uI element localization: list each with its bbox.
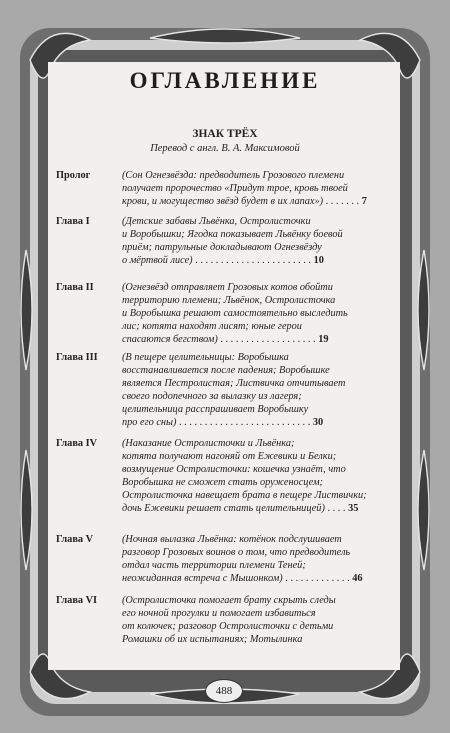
toc-entry-label: Глава VI	[56, 595, 98, 606]
toc-entry-line: спасаются бегством)	[122, 334, 218, 345]
toc-entry-label: Пролог	[56, 170, 91, 181]
toc-entry-line: целительница расспрашивает Воробышку	[122, 404, 309, 415]
page-number: 488	[205, 679, 243, 703]
toc-entry-line: территорию племени; Львёнок, Остролисточка	[122, 295, 336, 306]
toc-entry-line: Ромашки об их испытаниях; Мотылинка	[122, 634, 303, 645]
toc-entry-line: получает пророчество «Придут трое, кровь твоей	[122, 183, 348, 194]
toc-entry-line: неожиданная встреча с Мышонком)	[122, 573, 283, 584]
toc-entry-description	[122, 281, 394, 346]
toc-entry-line: возмущение Остролисточки: кошечка узнаёт, что	[122, 464, 346, 475]
toc-entry-line: от колючек; разговор Остролисточки с детьми	[122, 621, 334, 632]
toc-entry-line: (Ночная вылазка Львёнка: котёнок подслушивает	[122, 534, 342, 545]
toc-entry-line: является Пестролистая; Листвичка отчитывает	[122, 378, 346, 389]
toc-entry-line: лис; котята находят лисят; юные герои	[122, 321, 302, 332]
toc-entry-page: 7	[361, 196, 367, 207]
toc-entry-leader: . . . . . . . . . . . . . . . . . . . . . . .	[192, 255, 314, 266]
toc-entry-line: про его сны)	[122, 417, 177, 428]
toc-entry-line: восстанавливается после падения; Воробышке	[122, 365, 330, 376]
toc-entry-label: Глава II	[56, 282, 94, 293]
toc-entry-line: (Огнезвёзд отправляет Грозовых котов обойти	[122, 282, 333, 293]
toc-entry-label: Глава I	[56, 216, 90, 227]
toc-entry-description	[122, 594, 394, 646]
toc-entry-page: 46	[352, 573, 363, 584]
toc-entry-description	[122, 169, 394, 208]
toc-entry-line: (Остролисточка помогает брату скрыть следы	[122, 595, 336, 606]
toc-entry-line: котята получают нагоняй от Ежевики и Белки;	[122, 451, 337, 462]
toc-entry-line: (Сон Огнезвёзда: предводитель Грозового племени	[122, 170, 345, 181]
toc-entry-description	[122, 215, 394, 267]
toc-entry-line: (Наказание Остролисточки и Львёнка;	[122, 438, 295, 449]
toc-entry-line: разговор Грозовых воинов о том, что предводитель	[122, 547, 351, 558]
toc-entry-description	[122, 351, 394, 429]
toc-entry-leader: . . . . . . . . . . . . . . . . . . .	[217, 334, 319, 345]
toc-entry-page: 10	[313, 255, 324, 266]
toc-entry-line: Воробышка не сможет стать оруженосцем;	[122, 477, 323, 488]
toc-entry-description	[122, 437, 394, 515]
toc-entry-line: крови, и могущество звёзд будет в их лапах»)	[122, 196, 324, 207]
toc-entry-leader: . . . . . . . . . . . . . . . . . . . . . . . . . .	[176, 417, 313, 428]
toc-entry-label: Глава III	[56, 352, 98, 363]
toc-entry-leader: . . . . . . . . . . . . .	[282, 573, 353, 584]
translator-credit: Перевод с англ. В. А. Максимовой	[150, 143, 300, 154]
toc-entry-line: приём; патрульные докладывают Огнезвёзду	[122, 242, 322, 253]
toc-entry-page: 19	[318, 334, 329, 345]
toc-entry-line: о мёртвой лисе)	[122, 255, 193, 266]
toc-entry-line: (В пещере целительницы: Воробышка	[122, 352, 289, 363]
toc-entry-description	[122, 533, 394, 585]
book-title: ЗНАК ТРЁХ	[192, 128, 258, 140]
toc-entry-line: дочь Ежевики решает стать целительницей)	[122, 503, 325, 514]
toc-entry-line: своего подопечного за вылазку из лагеря;	[122, 391, 302, 402]
toc-entry-line: Остролисточка навещает брата в пещере Листвички;	[122, 490, 367, 501]
toc-entry-line: и Воробышка решают самостоятельно выследить	[122, 308, 348, 319]
toc-entry-page: 30	[312, 417, 324, 428]
toc-entry-line: его ночной прогулки и помогает избавиться	[122, 608, 316, 619]
toc-entry-line: и Воробышки; Ягодка показывает Львёнку боевой	[122, 229, 343, 240]
toc-entry-line: (Детские забавы Львёнка, Остролисточки	[122, 216, 311, 227]
page-title: ОГЛАВЛЕНИЕ	[129, 68, 321, 93]
toc-entry-leader: . . . .	[324, 503, 349, 514]
toc-entry-page: 35	[348, 503, 359, 514]
toc-entry-label: Глава V	[56, 534, 94, 545]
toc-entry-label: Глава IV	[56, 438, 98, 449]
toc-entry-leader: . . . . . . .	[323, 196, 362, 207]
toc-entry-line: отдал часть территории племени Теней;	[122, 560, 306, 571]
